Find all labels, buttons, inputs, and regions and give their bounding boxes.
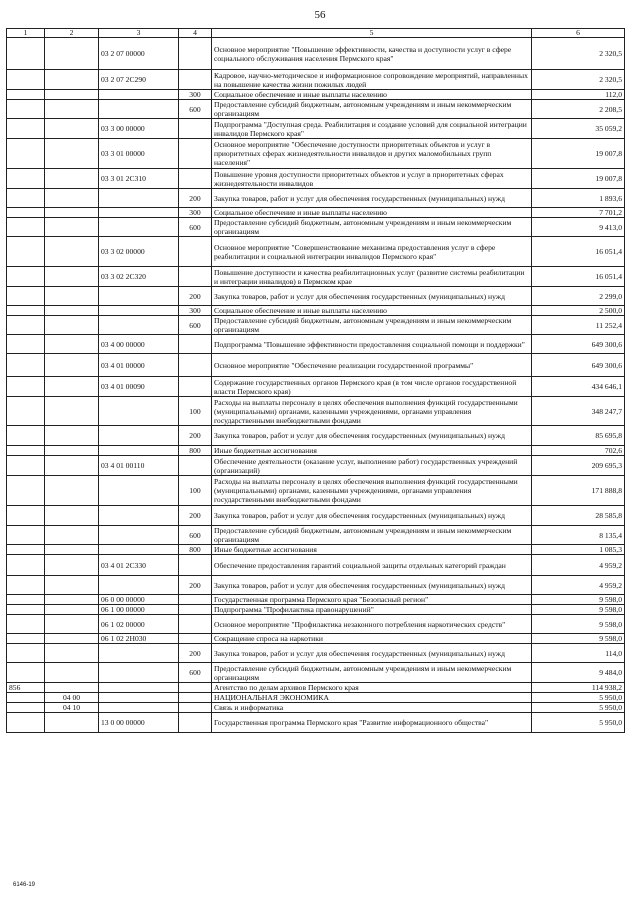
table-row [7,506,625,526]
cell-admin-code [7,306,45,316]
cell-expense-type [179,38,212,70]
cell-section-code [45,446,99,456]
cell-target-article [99,663,179,683]
cell-admin-code [7,169,45,189]
cell-amount: 702,6 [532,446,625,456]
cell-expense-type: 200 [179,426,212,446]
table-row [7,38,625,70]
cell-expense-type [179,335,212,354]
cell-amount: 85 695,8 [532,426,625,446]
cell-amount: 16 051,4 [532,237,625,267]
cell-section-code [45,100,99,119]
cell-expense-type: 200 [179,506,212,526]
cell-section-code: 04 10 [45,703,99,713]
table-row [7,377,625,397]
cell-section-code [45,119,99,139]
cell-description: Основное мероприятие "Повышение эффективности, качества и доступности услуг в сфере социального обслуживания населения Пермского края" [212,38,532,70]
cell-section-code [45,169,99,189]
cell-amount: 11 252,4 [532,316,625,335]
cell-description: Подпрограмма "Повышение эффективности предоставления социальной помощи и поддержки" [212,335,532,354]
cell-amount: 19 007,8 [532,139,625,169]
cell-description: Предоставление субсидий бюджетным, автономным учреждениям и иным некоммерческим организациям [212,100,532,119]
column-header-2: 2 [45,29,99,38]
cell-target-article [99,506,179,526]
cell-description: Социальное обеспечение и иные выплаты населению [212,306,532,316]
cell-section-code [45,426,99,446]
table-row [7,316,625,335]
cell-expense-type [179,703,212,713]
table-row [7,218,625,237]
cell-target-article: 03 3 01 00000 [99,139,179,169]
cell-amount: 9 598,0 [532,634,625,644]
cell-expense-type [179,693,212,703]
cell-description: Государственная программа Пермского края "Развитие информационного общества" [212,713,532,733]
table-row [7,100,625,119]
cell-section-code [45,506,99,526]
cell-expense-type: 100 [179,476,212,506]
cell-target-article [99,287,179,306]
cell-target-article [99,90,179,100]
cell-amount: 649 300,6 [532,335,625,354]
table-row [7,713,625,733]
cell-amount: 4 959,2 [532,576,625,595]
cell-description: Агентство по делам архивов Пермского края [212,683,532,693]
table-row [7,555,625,576]
cell-description: Содержание государственных органов Пермского края (в том числе органов государственной власти Пермского края) [212,377,532,397]
cell-section-code [45,306,99,316]
cell-admin-code [7,545,45,555]
cell-section-code [45,208,99,218]
cell-amount: 9 598,0 [532,605,625,615]
cell-target-article [99,693,179,703]
cell-expense-type [179,237,212,267]
cell-description: Государственная программа Пермского края "Безопасный регион" [212,595,532,605]
cell-description: Социальное обеспечение и иные выплаты населению [212,208,532,218]
cell-description: Расходы на выплаты персоналу в целях обеспечения выполнения функций государственными (муниципальными) органами, казенными учреждениями, органами управления государственными внебюджетными фондами [212,476,532,506]
table-row [7,354,625,377]
cell-amount: 434 646,1 [532,377,625,397]
table-row [7,335,625,354]
cell-target-article: 03 3 00 00000 [99,119,179,139]
cell-admin-code [7,693,45,703]
cell-expense-type [179,139,212,169]
cell-amount: 114 938,2 [532,683,625,693]
cell-amount: 1 893,6 [532,189,625,208]
cell-admin-code: 856 [7,683,45,693]
table-row [7,306,625,316]
cell-section-code [45,713,99,733]
table-row [7,446,625,456]
table-row [7,139,625,169]
cell-amount: 8 135,4 [532,526,625,545]
cell-admin-code [7,476,45,506]
table-row [7,545,625,555]
table-row [7,169,625,189]
cell-expense-type [179,267,212,287]
cell-expense-type: 600 [179,218,212,237]
cell-description: Иные бюджетные ассигнования [212,446,532,456]
table-row [7,634,625,644]
cell-admin-code [7,237,45,267]
cell-description: Подпрограмма "Профилактика правонарушений" [212,605,532,615]
cell-target-article: 03 2 07 00000 [99,38,179,70]
cell-expense-type: 600 [179,316,212,335]
footer-code: 6146-19 [13,882,36,888]
table-row [7,426,625,446]
cell-description: Обеспечение предоставления гарантий социальной защиты отдельных категорий граждан [212,555,532,576]
cell-admin-code [7,335,45,354]
cell-amount: 2 208,5 [532,100,625,119]
cell-section-code [45,615,99,634]
table-row [7,595,625,605]
cell-expense-type: 300 [179,306,212,316]
cell-section-code [45,189,99,208]
cell-description: Связь и информатика [212,703,532,713]
cell-target-article [99,426,179,446]
cell-admin-code [7,70,45,90]
cell-target-article [99,545,179,555]
cell-description: Закупка товаров, работ и услуг для обеспечения государственных (муниципальных) нужд [212,287,532,306]
column-header-5: 5 [212,29,532,38]
cell-admin-code [7,267,45,287]
table-row [7,70,625,90]
cell-amount: 16 051,4 [532,267,625,287]
cell-expense-type: 200 [179,287,212,306]
cell-section-code [45,545,99,555]
cell-expense-type [179,605,212,615]
cell-amount: 9 413,0 [532,218,625,237]
cell-expense-type: 200 [179,576,212,595]
table-row [7,208,625,218]
cell-section-code [45,335,99,354]
cell-target-article [99,576,179,595]
cell-description: Закупка товаров, работ и услуг для обеспечения государственных (муниципальных) нужд [212,506,532,526]
cell-expense-type: 800 [179,545,212,555]
table-row [7,663,625,683]
table-row [7,615,625,634]
cell-target-article [99,189,179,208]
cell-section-code [45,476,99,506]
cell-amount: 9 484,0 [532,663,625,683]
cell-admin-code [7,354,45,377]
cell-target-article: 03 2 07 2С290 [99,70,179,90]
cell-amount: 5 950,0 [532,703,625,713]
cell-expense-type: 300 [179,208,212,218]
cell-expense-type [179,595,212,605]
table-row [7,90,625,100]
table-header-row [7,29,625,38]
cell-description: Закупка товаров, работ и услуг для обеспечения государственных (муниципальных) нужд [212,644,532,663]
cell-amount: 2 320,5 [532,38,625,70]
cell-expense-type [179,354,212,377]
cell-admin-code [7,595,45,605]
table-row [7,237,625,267]
cell-target-article [99,526,179,545]
cell-section-code [45,90,99,100]
cell-expense-type: 300 [179,90,212,100]
cell-description: Иные бюджетные ассигнования [212,545,532,555]
cell-admin-code [7,218,45,237]
cell-section-code [45,644,99,663]
cell-expense-type: 800 [179,446,212,456]
cell-description: Предоставление субсидий бюджетным, автономным учреждениям и иным некоммерческим организациям [212,316,532,335]
cell-description: Сокращение спроса на наркотики [212,634,532,644]
cell-amount: 19 007,8 [532,169,625,189]
cell-section-code [45,316,99,335]
cell-section-code [45,683,99,693]
cell-expense-type [179,634,212,644]
cell-description: Основное мероприятие "Совершенствование механизма предоставления услуг в сфере реабилитации и социальной интеграции инвалидов Пермского края" [212,237,532,267]
cell-description: Основное мероприятие "Профилактика незаконного потребления наркотических средств" [212,615,532,634]
cell-amount: 4 959,2 [532,555,625,576]
cell-admin-code [7,456,45,476]
table-row [7,287,625,306]
cell-target-article: 03 3 01 2С310 [99,169,179,189]
cell-target-article [99,703,179,713]
cell-section-code [45,605,99,615]
table-row [7,397,625,426]
cell-description: Обеспечение деятельности (оказание услуг, выполнение работ) государственных учреждений (организаций) [212,456,532,476]
cell-admin-code [7,446,45,456]
cell-section-code [45,377,99,397]
table-row [7,644,625,663]
column-header-4: 4 [179,29,212,38]
cell-target-article: 13 0 00 00000 [99,713,179,733]
cell-amount: 2 500,0 [532,306,625,316]
cell-expense-type: 100 [179,397,212,426]
cell-description: Подпрограмма "Доступная среда. Реабилитация и создание условий для социальной интеграции инвалидов Пермского края" [212,119,532,139]
cell-section-code [45,237,99,267]
cell-description: Повышение доступности и качества реабилитационных услуг (развитие системы реабилитации и интеграции инвалидов) в Пермском крае [212,267,532,287]
cell-section-code [45,397,99,426]
cell-admin-code [7,189,45,208]
table-row [7,526,625,545]
cell-amount: 5 950,0 [532,693,625,703]
cell-section-code [45,634,99,644]
table-row [7,456,625,476]
table-row [7,476,625,506]
cell-admin-code [7,713,45,733]
cell-target-article [99,100,179,119]
table-body [7,38,625,733]
cell-target-article [99,683,179,693]
cell-target-article [99,306,179,316]
cell-admin-code [7,426,45,446]
cell-target-article: 06 0 00 00000 [99,595,179,605]
cell-admin-code [7,576,45,595]
cell-target-article [99,446,179,456]
cell-amount: 7 701,2 [532,208,625,218]
cell-section-code [45,663,99,683]
cell-section-code [45,456,99,476]
cell-admin-code [7,703,45,713]
cell-description: Расходы на выплаты персоналу в целях обеспечения выполнения функций государственными (муниципальными) органами, казенными учреждениями, органами управления государственными внебюджетными фондами [212,397,532,426]
table-row [7,189,625,208]
cell-expense-type: 600 [179,526,212,545]
cell-target-article [99,218,179,237]
cell-target-article [99,397,179,426]
cell-target-article: 06 1 02 00000 [99,615,179,634]
cell-section-code [45,287,99,306]
cell-admin-code [7,287,45,306]
cell-target-article: 06 1 02 2Н030 [99,634,179,644]
cell-expense-type [179,683,212,693]
cell-expense-type [179,615,212,634]
cell-expense-type: 200 [179,644,212,663]
cell-description: Закупка товаров, работ и услуг для обеспечения государственных (муниципальных) нужд [212,189,532,208]
cell-target-article: 03 3 02 00000 [99,237,179,267]
cell-admin-code [7,526,45,545]
cell-amount: 649 300,6 [532,354,625,377]
cell-description: Закупка товаров, работ и услуг для обеспечения государственных (муниципальных) нужд [212,426,532,446]
cell-amount: 348 247,7 [532,397,625,426]
table-row [7,119,625,139]
cell-section-code: 04 00 [45,693,99,703]
cell-amount: 2 320,5 [532,70,625,90]
cell-amount: 1 085,3 [532,545,625,555]
cell-admin-code [7,397,45,426]
cell-target-article: 03 4 01 00110 [99,456,179,476]
cell-target-article: 03 3 02 2С320 [99,267,179,287]
cell-admin-code [7,634,45,644]
cell-amount: 35 059,2 [532,119,625,139]
cell-target-article: 03 4 01 2С330 [99,555,179,576]
cell-section-code [45,267,99,287]
cell-target-article: 03 4 00 00000 [99,335,179,354]
cell-amount: 2 299,0 [532,287,625,306]
cell-expense-type: 600 [179,100,212,119]
cell-target-article [99,208,179,218]
cell-admin-code [7,119,45,139]
cell-target-article [99,644,179,663]
cell-admin-code [7,644,45,663]
page-number: 56 [314,9,326,21]
cell-expense-type [179,555,212,576]
cell-description: Повышение уровня доступности приоритетных объектов и услуг в приоритетных сферах жизнедеятельности инвалидов [212,169,532,189]
table-row [7,693,625,703]
cell-amount: 112,0 [532,90,625,100]
cell-description: Основное мероприятие "Обеспечение доступности приоритетных объектов и услуг в приоритетных сферах жизнедеятельности инвалидов и других маломобильных групп населения" [212,139,532,169]
cell-admin-code [7,555,45,576]
cell-section-code [45,526,99,545]
table-row [7,576,625,595]
cell-amount: 28 585,8 [532,506,625,526]
table-row [7,267,625,287]
cell-expense-type [179,713,212,733]
cell-admin-code [7,377,45,397]
cell-description: Предоставление субсидий бюджетным, автономным учреждениям и иным некоммерческим организациям [212,663,532,683]
cell-admin-code [7,615,45,634]
cell-target-article: 06 1 00 00000 [99,605,179,615]
table-row [7,683,625,693]
cell-section-code [45,38,99,70]
column-header-3: 3 [99,29,179,38]
cell-admin-code [7,38,45,70]
cell-target-article [99,476,179,506]
cell-section-code [45,555,99,576]
column-header-6: 6 [532,29,625,38]
cell-section-code [45,354,99,377]
cell-expense-type [179,169,212,189]
cell-admin-code [7,605,45,615]
cell-expense-type [179,70,212,90]
cell-section-code [45,576,99,595]
cell-description: Социальное обеспечение и иные выплаты населению [212,90,532,100]
table-row [7,703,625,713]
cell-section-code [45,70,99,90]
cell-expense-type [179,377,212,397]
cell-section-code [45,218,99,237]
cell-description: Предоставление субсидий бюджетным, автономным учреждениям и иным некоммерческим организациям [212,218,532,237]
cell-admin-code [7,90,45,100]
cell-admin-code [7,208,45,218]
cell-description: Предоставление субсидий бюджетным, автономным учреждениям и иным некоммерческим организациям [212,526,532,545]
cell-expense-type [179,119,212,139]
cell-expense-type: 200 [179,189,212,208]
cell-section-code [45,139,99,169]
cell-admin-code [7,139,45,169]
cell-description: НАЦИОНАЛЬНАЯ ЭКОНОМИКА [212,693,532,703]
cell-amount: 171 888,8 [532,476,625,506]
cell-amount: 114,0 [532,644,625,663]
cell-amount: 5 950,0 [532,713,625,733]
cell-expense-type: 600 [179,663,212,683]
cell-target-article: 03 4 01 00090 [99,377,179,397]
cell-admin-code [7,316,45,335]
table-row [7,605,625,615]
budget-table [6,28,625,733]
cell-target-article [99,316,179,335]
cell-description: Закупка товаров, работ и услуг для обеспечения государственных (муниципальных) нужд [212,576,532,595]
cell-section-code [45,595,99,605]
cell-admin-code [7,506,45,526]
cell-amount: 9 598,0 [532,595,625,605]
cell-description: Основное мероприятие "Обеспечение реализации государственной программы" [212,354,532,377]
cell-admin-code [7,100,45,119]
cell-admin-code [7,663,45,683]
cell-description: Кадровое, научно-методическое и информационное сопровождение мероприятий, направленных на повышение качества жизни пожилых людей [212,70,532,90]
cell-target-article: 03 4 01 00000 [99,354,179,377]
column-header-1: 1 [7,29,45,38]
cell-amount: 209 695,3 [532,456,625,476]
cell-amount: 9 598,0 [532,615,625,634]
cell-expense-type [179,456,212,476]
